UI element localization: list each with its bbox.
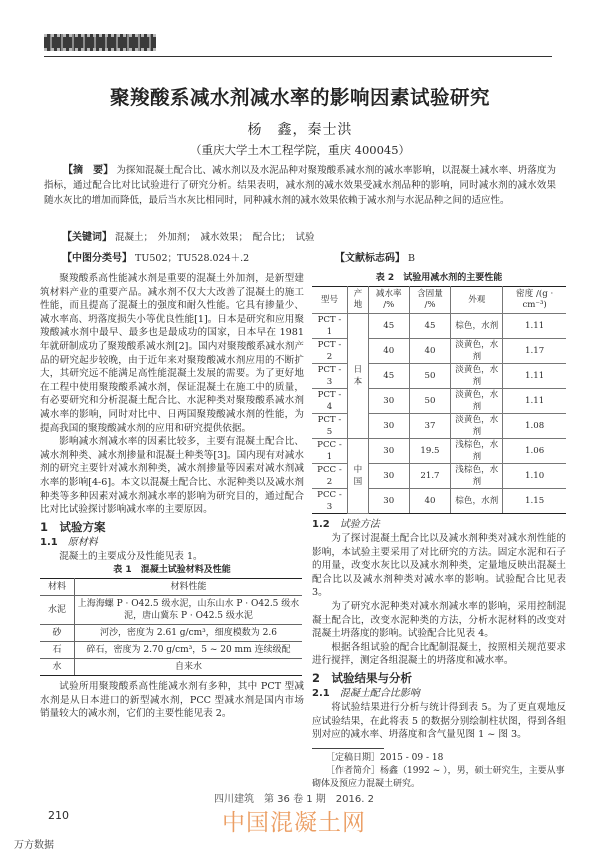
table-cell: 37 bbox=[409, 414, 451, 439]
table-header-cell: 产地 bbox=[347, 287, 368, 314]
table-cell: 自来水 bbox=[75, 659, 303, 676]
header-rule bbox=[44, 56, 552, 57]
table-header-cell: 减水率 /% bbox=[368, 287, 409, 314]
table-row bbox=[40, 659, 302, 676]
abstract bbox=[44, 163, 556, 208]
section-1-1-number: 1.1 bbox=[40, 536, 58, 548]
table-row bbox=[40, 625, 302, 642]
section-1-2-heading bbox=[312, 518, 566, 532]
section-1-2-number: 1.2 bbox=[312, 519, 330, 530]
table-row bbox=[312, 314, 566, 339]
section-1-2-title: 试验方法 bbox=[339, 519, 380, 530]
intro-paragraph-2: 影响减水剂减水率的因素比较多，主要有混凝土配合比、减水剂种类、减水剂掺量和混凝土种类等[3]。国内现有对减水剂的研究主要针对减水剂种类，减水剂掺量等因素对减水剂减水率的影响[4-6]。本文以混凝土配合比、水泥种类以及减水剂种类等多种因素对减水剂减水率的影响为研究目的，通过配合比对比试验探讨影响减水率的主要原因。 bbox=[40, 436, 304, 516]
table-cell: PCC - 3 bbox=[312, 489, 347, 514]
table-cell: 45 bbox=[409, 314, 451, 339]
table-cell: 30 bbox=[368, 464, 409, 489]
affiliation: （重庆大学土木工程学院，重庆 400045） bbox=[189, 143, 411, 157]
table-cell: 19.5 bbox=[409, 439, 451, 464]
table-cell: 淡黄色，水剂 bbox=[451, 389, 503, 414]
header-decorative-band bbox=[44, 34, 156, 51]
authors: 杨 鑫，秦士洪 bbox=[247, 122, 353, 138]
materials-paragraph: 混凝土的主要成分及性能见表 1。 bbox=[59, 550, 203, 562]
footnote-received-date: ［定稿日期］2015 - 09 - 18 bbox=[326, 753, 444, 763]
table-row bbox=[40, 579, 302, 596]
table-cell: 1.08 bbox=[503, 414, 566, 439]
table-cell: 40 bbox=[409, 339, 451, 364]
right-column bbox=[312, 272, 566, 742]
section-2-1-heading bbox=[312, 687, 566, 701]
table-header-cell: 型号 bbox=[312, 287, 347, 314]
table-row bbox=[312, 287, 566, 314]
table-cell: 21.7 bbox=[409, 464, 451, 489]
table-header-cell: 材料 bbox=[40, 579, 75, 596]
table-cell: 浅棕色，水剂 bbox=[451, 439, 503, 464]
table-header-cell: 材料性能 bbox=[75, 579, 303, 596]
table-cell: 1.15 bbox=[503, 489, 566, 514]
footnote-rule bbox=[312, 748, 384, 749]
table-cell: 1.11 bbox=[503, 364, 566, 389]
table-cell-origin: 日本 bbox=[347, 314, 368, 439]
table-cell: 30 bbox=[368, 489, 409, 514]
table-cell: 40 bbox=[409, 489, 451, 514]
method-paragraph-3: 根据各组试验的配合比配制混凝土，按照相关规范要求进行搅拌，测定各组混凝土的坍落度和减水率。 bbox=[312, 641, 566, 667]
doc-code-value: B bbox=[408, 253, 416, 264]
table-cell: 30 bbox=[368, 389, 409, 414]
table-cell: 浅棕色，水剂 bbox=[451, 464, 503, 489]
table-cell: 石 bbox=[40, 642, 75, 659]
keywords-label: 【关键词】 bbox=[62, 232, 112, 243]
table-cell: 1.06 bbox=[503, 439, 566, 464]
table-row bbox=[312, 439, 566, 464]
table-cell: 50 bbox=[409, 364, 451, 389]
intro-paragraph-1: 聚羧酸系高性能减水剂是重要的混凝土外加剂，是新型建筑材料产业的重要产品。减水剂不仅大大改善了混凝土的施工性能，而且提高了混凝土的强度和耐久性能。它具有掺量少、减水率高、坍落度损失小等优良性能[1]。日本是研究和应用聚羧酸减水剂中最早、最多也是最成功的国家，日本早在 1981 年就研制成功了聚羧酸系减水剂[2]。国内对聚羧酸系减水剂产品的研究起步较晚，由于近年来对聚羧酸减水剂应用的不断扩大，其研究远不能满足高性能混凝土发展的需要。为了更好地在工程中使用聚羧酸系减水剂，保证混凝土在施工中的质量，有必要研究和分析混凝土配合比、水泥种类对聚羧酸系减水剂减水率的影响，同时对比中、日两国聚羧酸减水剂的性能，为提高我国的聚羧酸减水剂的应用和研究提供依据。 bbox=[40, 273, 304, 434]
method-paragraph-2: 为了研究水泥种类对减水剂减水率的影响，采用控制混凝土配合比，改变水泥种类的方法，分析水泥材料的改变对混凝土坍落度的影响。试验配合比见表 4。 bbox=[312, 600, 566, 640]
table-cell: 上海海螺 P · O42.5 级水泥，山东山水 P · O42.5 级水泥，唐山冀东 P · O42.5 级水泥 bbox=[75, 596, 303, 625]
table-cell: 淡黄色，水剂 bbox=[451, 414, 503, 439]
after-table-1-paragraph: 试验所用聚羧酸系高性能减水剂有多种，其中 PCT 型减水剂是从日本进口的新型减水剂，PCC 型减水剂是国内市场销量较大的减水剂，它们的主要性能见表 2。 bbox=[40, 681, 304, 720]
clc-value: TU502；TU528.024＋.2 bbox=[135, 253, 250, 264]
section-2-heading: 2 试验结果与分析 bbox=[312, 670, 413, 685]
table-cell-origin: 中国 bbox=[347, 439, 368, 514]
table-cell: PCC - 1 bbox=[312, 439, 347, 464]
table-1-caption: 表 1 混凝土试验材料及性能 bbox=[113, 565, 231, 576]
keywords bbox=[62, 231, 315, 245]
table-row bbox=[40, 642, 302, 659]
footnote-author-bio: ［作者简介］杨鑫（1992 ~ ），男，硕士研究生，主要从事砌体及预应力混凝土研究。 bbox=[312, 766, 565, 789]
table-header-cell: 外观 bbox=[451, 287, 503, 314]
section-1-heading: 1 试验方案 bbox=[40, 519, 106, 534]
paper-title: 聚羧酸系减水剂减水率的影响因素试验研究 bbox=[109, 86, 490, 109]
table-cell: 淡黄色，水剂 bbox=[451, 364, 503, 389]
method-paragraph-1: 为了探讨混凝土配合比以及减水剂种类对减水剂性能的影响，本试验主要采用了对比研究的方法。固定水泥和石子的用量，改变水灰比以及减水剂种类，定量地反映出混凝土配合比以及减水剂种类对减水率的影响。试验配合比见表 3。 bbox=[312, 533, 566, 599]
table-cell: 1.17 bbox=[503, 339, 566, 364]
table-cell: 1.10 bbox=[503, 464, 566, 489]
keywords-text: 混凝土； 外加剂； 减水效果； 配合比； 试验 bbox=[115, 232, 315, 243]
table-cell: 40 bbox=[368, 339, 409, 364]
table-header-cell: 含固量 /% bbox=[409, 287, 451, 314]
section-1-1-heading bbox=[40, 536, 304, 550]
document-code bbox=[335, 252, 415, 266]
page-number: 210 bbox=[48, 809, 69, 822]
abstract-text: 为探知混凝土配合比、减水剂以及水泥品种对聚羧酸系减水剂的减水率影响，以混凝土减水率、坍落度为指标，通过配合比对比试验进行了研究分析。结果表明，减水剂的减水效果受减水剂品种的影响，同时减水剂的减水效果随水灰比的增加而降低，最后当水灰比相同时，同种减水剂的减水效果依赖于减水剂与水泥品种之间的适应性。 bbox=[44, 165, 556, 206]
table-cell: 水 bbox=[40, 659, 75, 676]
table-cell: 棕色，水剂 bbox=[451, 489, 503, 514]
table-cell: 淡黄色，水剂 bbox=[451, 339, 503, 364]
left-column bbox=[40, 272, 304, 721]
doc-code-label: 【文献标志码】 bbox=[335, 253, 405, 264]
table-cell: 砂 bbox=[40, 625, 75, 642]
table-header-cell: 密度 /(g · cm⁻³) bbox=[503, 287, 566, 314]
footnotes bbox=[312, 748, 566, 791]
source-label: 万方数据 bbox=[14, 840, 54, 851]
results-paragraph: 将试验结果进行分析与统计得到表 5。为了更直观地反应试验结果，在此将表 5 的数据分别绘制柱状图，得到各组别对应的减水率、坍落度和含气量见图 1 ~ 图 3。 bbox=[312, 701, 566, 741]
table-cell: 碎石，密度为 2.70 g/cm³，5 ~ 20 mm 连续级配 bbox=[75, 642, 303, 659]
table-cell: 1.11 bbox=[503, 314, 566, 339]
table-cell: 棕色，水剂 bbox=[451, 314, 503, 339]
section-2-1-number: 2.1 bbox=[312, 687, 330, 699]
table-cell: 45 bbox=[368, 314, 409, 339]
table-2-caption: 表 2 试验用减水剂的主要性能 bbox=[375, 273, 503, 283]
table-row bbox=[40, 596, 302, 625]
table-cell: PCT - 4 bbox=[312, 389, 347, 414]
table-1 bbox=[40, 578, 302, 676]
journal-info: 四川建筑 第 36 卷 1 期 2016. 2 bbox=[214, 794, 374, 805]
table-cell: 45 bbox=[368, 364, 409, 389]
table-cell: 河沙，密度为 2.61 g/cm³，细度模数为 2.6 bbox=[75, 625, 303, 642]
clc-number bbox=[62, 252, 249, 266]
table-cell: PCT - 2 bbox=[312, 339, 347, 364]
table-cell: PCT - 3 bbox=[312, 364, 347, 389]
section-1-1-title: 原材料 bbox=[67, 536, 98, 548]
table-cell: 50 bbox=[409, 389, 451, 414]
section-2-1-title: 混凝土配合比影响 bbox=[339, 687, 420, 699]
table-cell: PCT - 5 bbox=[312, 414, 347, 439]
clc-label: 【中图分类号】 bbox=[62, 253, 132, 264]
table-cell: 30 bbox=[368, 414, 409, 439]
abstract-label: 【摘 要】 bbox=[63, 165, 114, 176]
table-cell: PCT - 1 bbox=[312, 314, 347, 339]
table-cell: 1.11 bbox=[503, 389, 566, 414]
watermark: 中国混凝土网 bbox=[222, 810, 366, 836]
table-cell: 30 bbox=[368, 439, 409, 464]
table-2 bbox=[312, 286, 566, 514]
table-cell: PCC - 2 bbox=[312, 464, 347, 489]
table-cell: 水泥 bbox=[40, 596, 75, 625]
